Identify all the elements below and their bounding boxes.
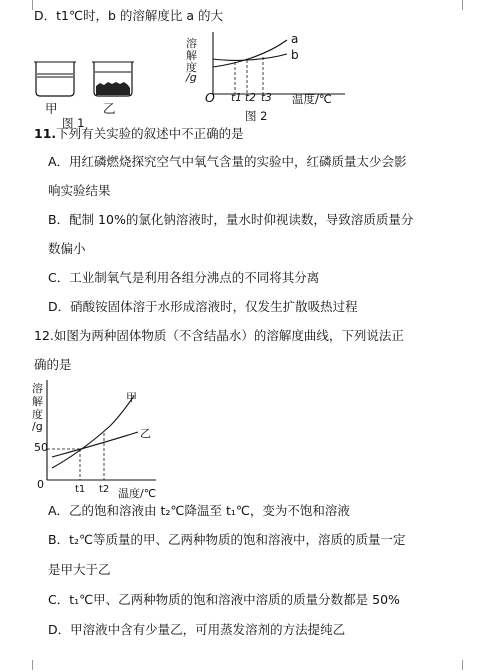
fig2-series-b: b bbox=[291, 48, 299, 62]
fig3-y-label-3: 度 bbox=[32, 408, 43, 421]
fig3-series-jia: 甲 bbox=[126, 391, 137, 404]
q12-option-b-line1: B．t₂℃等质量的甲、乙两种物质的饱和溶液中，溶质的质量一定 bbox=[48, 532, 406, 547]
q11-stem bbox=[34, 126, 244, 142]
fig2-tick-t3: t3 bbox=[261, 92, 272, 104]
fig3-y-unit: /g bbox=[32, 420, 43, 433]
corner-mark-top-right bbox=[462, 0, 473, 10]
q11-number: 11. bbox=[34, 126, 57, 141]
q12-option-d: D．甲溶液中含有少量乙，可用蒸发溶剂的方法提纯乙 bbox=[48, 622, 346, 637]
q11-option-a-line2: 响实验结果 bbox=[48, 183, 111, 198]
fig3-y-tick-50: 50 bbox=[34, 441, 48, 454]
corner-mark-top-left bbox=[22, 0, 33, 10]
fig3-curve-jia bbox=[52, 396, 134, 468]
fig1-label-yi: 乙 bbox=[103, 101, 116, 116]
fig1-caption: 图 1 bbox=[62, 116, 85, 130]
fig1-label-jia: 甲 bbox=[45, 101, 58, 116]
fig3-series-yi: 乙 bbox=[140, 427, 151, 440]
corner-mark-bottom-left bbox=[22, 660, 33, 670]
q11-option-a-line1: A．用红磷燃烧探究空气中氧气含量的实验中，红磷质量太少会影 bbox=[48, 154, 407, 169]
fig2-origin: O bbox=[205, 90, 215, 105]
fig2-curve-a bbox=[213, 40, 287, 67]
fig2-tick-t1: t1 bbox=[231, 92, 242, 104]
q11-option-b-line2: 数偏小 bbox=[48, 241, 86, 256]
fig3-origin: 0 bbox=[37, 478, 44, 491]
fig2-y-label-3: 度 bbox=[186, 61, 197, 74]
fig2-y-unit: /g bbox=[186, 71, 197, 84]
beaker-yi-undissolved-solid bbox=[96, 82, 130, 95]
fig3-x-label: 温度/℃ bbox=[118, 487, 157, 500]
q11-option-d: D．硝酸铵固体溶于水形成溶液时，仅发生扩散吸热过程 bbox=[48, 299, 358, 314]
fig2-y-label-1: 溶 bbox=[186, 37, 197, 50]
q12-option-b-line2: 是甲大于乙 bbox=[48, 562, 111, 577]
fig2-caption: 图 2 bbox=[245, 109, 268, 123]
q12-stem-line1: 12.如图为两种固体物质（不含结晶水）的溶解度曲线，下列说法正 bbox=[34, 328, 404, 343]
fig2-x-label: 温度/℃ bbox=[292, 92, 332, 106]
q11-option-c: C．工业制氧气是利用各组分沸点的不同将其分离 bbox=[48, 270, 320, 285]
fig3-tick-t2: t2 bbox=[99, 484, 110, 495]
q12-option-c: C．t₁℃甲、乙两种物质的饱和溶液中溶质的质量分数都是 50% bbox=[48, 592, 400, 607]
fig3-y-label-1: 溶 bbox=[32, 382, 43, 395]
fig3-y-label-2: 解 bbox=[32, 395, 43, 408]
fig3-curve-yi bbox=[52, 432, 138, 457]
fig3-tick-t1: t1 bbox=[75, 484, 86, 495]
q12-stem-line2: 确的是 bbox=[34, 357, 72, 372]
fig2-tick-t2: t2 bbox=[245, 92, 256, 104]
figure-2-solubility-chart bbox=[195, 28, 375, 128]
q12-option-a: A．乙的饱和溶液由 t₂℃降温至 t₁℃，变为不饱和溶液 bbox=[48, 503, 350, 518]
q11-option-b-line1: B．配制 10%的氯化钠溶液时，量水时仰视读数，导致溶质质量分 bbox=[48, 212, 414, 227]
fig2-y-label-2: 解 bbox=[186, 49, 197, 62]
fig2-series-a: a bbox=[291, 32, 299, 46]
beaker-jia bbox=[36, 62, 74, 96]
corner-mark-bottom-right bbox=[462, 660, 473, 670]
q11-stem-text: 下列有关实验的叙述中不正确的是 bbox=[56, 126, 244, 141]
q10-option-d: D．t1℃时，b 的溶解度比 a 的大 bbox=[34, 8, 224, 23]
fig2-curve-b bbox=[213, 54, 287, 60]
